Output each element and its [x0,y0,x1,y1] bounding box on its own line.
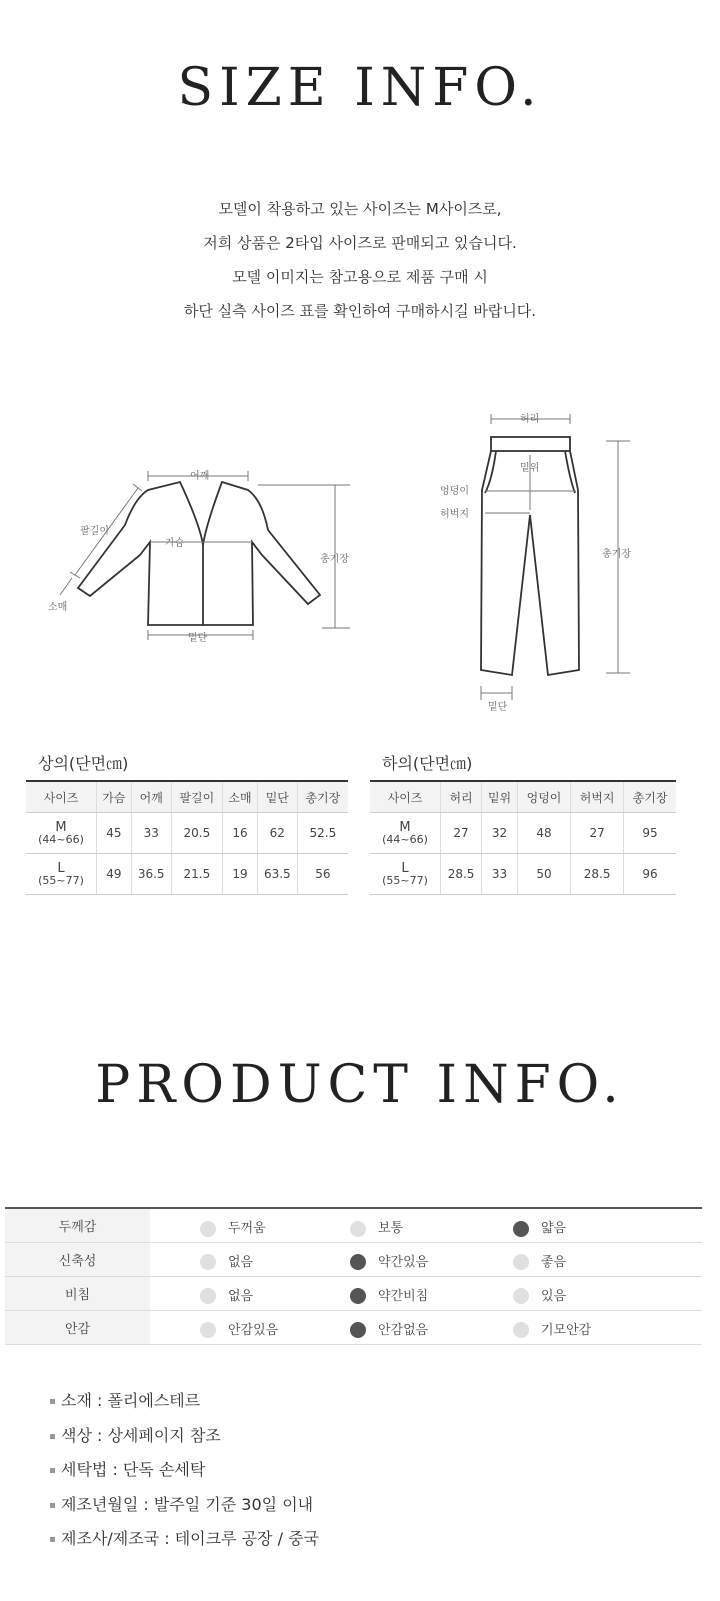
top-diagram [40,460,370,660]
table-cell: 95 [624,813,676,854]
option-label: 두꺼움 [228,1221,266,1236]
diagram-label-waist: 허리 [520,414,540,425]
attribute-label: 신축성 [5,1242,150,1276]
col-header: 사이즈 [26,781,97,813]
col-header: 엉덩이 [517,781,570,813]
bullet-icon [50,1537,55,1542]
attribute-option [513,1251,566,1271]
table-cell: 36.5 [131,854,171,895]
selected-dot-icon [350,1254,366,1270]
note-item: 제조년월일 : 발주일 기준 30일 이내 [50,1490,319,1525]
attribute-row [5,1208,702,1242]
attribute-option [200,1285,253,1305]
bullet-icon [50,1399,55,1404]
table-cell: 45 [97,813,132,854]
attribute-option [350,1285,428,1305]
diagram-label-shoulder: 어깨 [190,471,210,482]
selected-dot-icon [513,1221,529,1237]
option-label: 없음 [228,1254,254,1270]
note-item: 소재 : 폴리에스테르 [50,1386,319,1421]
attribute-option [513,1285,566,1305]
bottom-diagram [430,405,660,720]
option-label: 없음 [228,1288,254,1304]
attribute-option [350,1319,428,1339]
table-cell: 27 [441,813,482,854]
selected-dot-icon [350,1322,366,1338]
option-label: 얇음 [541,1221,567,1236]
unselected-dot-icon [513,1322,529,1338]
intro-line: 저희 상품은 2타입 사이즈로 판매되고 있습니다. [203,234,517,252]
table-cell: 52.5 [297,813,348,854]
selected-dot-icon [350,1288,366,1304]
table-cell: 27 [571,813,624,854]
attribute-row [5,1242,702,1276]
table-cell: 21.5 [171,854,222,895]
table-cell: 20.5 [171,813,222,854]
col-header: 총기장 [624,781,676,813]
size-cell: M (44~66) [370,813,441,854]
intro-line: 하단 실측 사이즈 표를 확인하여 구매하시길 바랍니다. [183,302,537,320]
note-item: 색상 : 상세페이지 참조 [50,1421,319,1456]
bottom-table-caption: 하의(단면㎝) [382,754,473,773]
diagram-label-cuff: 소매 [48,602,68,613]
size-intro-text [0,192,720,328]
table-cell: 48 [517,813,570,854]
attribute-label: 비침 [5,1276,150,1310]
table-cell: 28.5 [441,854,482,895]
attribute-option [350,1251,428,1271]
unselected-dot-icon [513,1254,529,1270]
table-cell: 49 [97,854,132,895]
col-header: 소매 [223,781,258,813]
unselected-dot-icon [513,1288,529,1304]
unselected-dot-icon [200,1322,216,1338]
diagram-label-hip: 엉덩이 [440,486,469,497]
diagram-label-hem: 밑단 [188,633,208,644]
diagram-label-length: 총기장 [320,554,349,565]
col-header: 어깨 [131,781,171,813]
intro-line: 모델 이미지는 참고용으로 제품 구매 시 [232,268,488,286]
col-header: 밑위 [482,781,518,813]
table-row [26,854,348,895]
attribute-option [513,1217,566,1237]
table-cell: 16 [223,813,258,854]
attribute-label: 안감 [5,1310,150,1344]
table-row [26,813,348,854]
table-cell: 33 [482,854,518,895]
table-row [370,813,676,854]
diagram-label-sleeve: 팔길이 [80,526,109,537]
option-label: 보통 [378,1221,404,1236]
table-cell: 28.5 [571,854,624,895]
attribute-label: 두께감 [5,1208,150,1242]
option-label: 있음 [541,1288,567,1304]
bullet-icon [50,1503,55,1508]
table-cell: 50 [517,854,570,895]
attribute-option [200,1217,266,1237]
table-cell: 62 [257,813,297,854]
intro-line: 모델이 착용하고 있는 사이즈는 M사이즈로, [218,200,502,218]
bullet-icon [50,1468,55,1473]
col-header: 총기장 [297,781,348,813]
col-header: 팔길이 [171,781,222,813]
unselected-dot-icon [200,1221,216,1237]
attribute-option [200,1251,253,1271]
option-label: 안감없음 [378,1322,429,1338]
col-header: 허리 [441,781,482,813]
diagram-label-hem: 밑단 [488,702,508,713]
attribute-row [5,1310,702,1344]
size-cell: L (55~77) [370,854,441,895]
product-attribute-table [5,1207,702,1345]
size-cell: L (55~77) [26,854,97,895]
attribute-option [513,1319,591,1339]
note-item: 세탁법 : 단독 손세탁 [50,1455,319,1490]
unselected-dot-icon [200,1288,216,1304]
table-cell: 19 [223,854,258,895]
option-label: 안감있음 [228,1322,279,1338]
note-item: 제조사/제조국 : 테이크루 공장 / 중국 [50,1524,319,1559]
top-size-table [26,780,348,895]
table-cell: 96 [624,854,676,895]
diagram-label-length: 총기장 [602,549,631,560]
option-label: 기모안감 [541,1322,592,1338]
option-label: 좋음 [541,1254,567,1270]
product-info-title: PRODUCT INFO. [95,1055,625,1115]
attribute-option [200,1319,278,1339]
product-notes [50,1386,319,1559]
diagram-label-thigh: 허벅지 [440,509,469,520]
table-cell: 33 [131,813,171,854]
diagram-label-rise: 밑위 [520,463,540,474]
bullet-icon [50,1434,55,1439]
size-cell: M (44~66) [26,813,97,854]
bottom-size-table [370,780,676,895]
attribute-row [5,1276,702,1310]
unselected-dot-icon [200,1254,216,1270]
option-label: 약간비침 [378,1288,429,1304]
size-info-title: SIZE INFO. [177,58,543,118]
diagram-label-chest: 가슴 [165,538,185,549]
attribute-option [350,1217,403,1237]
col-header: 사이즈 [370,781,441,813]
top-table-caption: 상의(단면㎝) [38,754,129,773]
table-cell: 63.5 [257,854,297,895]
col-header: 가슴 [97,781,132,813]
table-row [370,854,676,895]
unselected-dot-icon [350,1221,366,1237]
option-label: 약간있음 [378,1254,429,1270]
col-header: 밑단 [257,781,297,813]
table-cell: 32 [482,813,518,854]
table-cell: 56 [297,854,348,895]
col-header: 허벅지 [571,781,624,813]
